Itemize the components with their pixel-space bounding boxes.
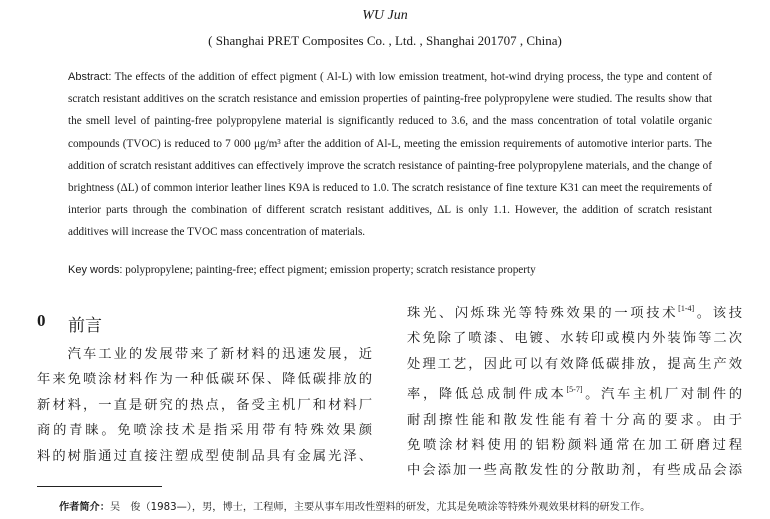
body-line: 处理工艺，因此可以有效降低碳排放，提高生产效 bbox=[407, 356, 742, 372]
keywords-text: polypropylene; painting-free; effect pigment; emission property; scratch resistance property bbox=[125, 264, 536, 276]
citation-ref: [5-7] bbox=[566, 385, 583, 395]
keywords bbox=[68, 264, 728, 276]
footnote-text: 吴 俊（1983—），男，博士，工程师，主要从事车用改性塑料的研发，尤其是免喷涂等特殊外观效果材料的研发工作。 bbox=[109, 502, 651, 513]
body-line: 免喷涂材料使用的铝粉颜料通常在加工研磨过程 bbox=[407, 438, 742, 454]
body-line bbox=[407, 296, 742, 326]
author-footnote bbox=[59, 498, 650, 513]
body-text: 珠光、闪烁珠光等特殊效果的一项技术 bbox=[407, 306, 679, 321]
body-text: 。该技 bbox=[694, 306, 743, 321]
body-line: 中会添加一些高散发性的分散助剂，有些成品会添 bbox=[407, 463, 742, 479]
section-number: 0 bbox=[37, 311, 46, 330]
citation-ref: [1-4] bbox=[678, 304, 695, 313]
body-line: 料的树脂通过直接注塑成型使制品具有金属光泽、 bbox=[37, 448, 372, 464]
body-text: 率，降低总成制件成本 bbox=[407, 387, 567, 403]
abstract-label: Abstract: bbox=[68, 71, 112, 83]
body-column-left bbox=[37, 342, 372, 469]
body-column-right bbox=[407, 296, 742, 484]
footnote-divider bbox=[37, 486, 162, 487]
body-line: 年来免喷涂材料作为一种低碳环保、降低碳排放的 bbox=[37, 372, 372, 388]
body-line: 耐刮擦性能和散发性能有着十分高的要求。由于 bbox=[407, 412, 742, 428]
body-line: 汽车工业的发展带来了新材料的迅速发展，近 bbox=[37, 347, 372, 362]
keywords-label: Key words: bbox=[68, 264, 123, 276]
footnote-label: 作者简介： bbox=[59, 502, 110, 513]
section-title: 前言 bbox=[68, 316, 102, 336]
body-line bbox=[407, 377, 742, 407]
body-line: 商的青睐。免喷涂技术是指采用带有特殊效果颜 bbox=[37, 423, 372, 439]
body-line: 术免除了喷漆、电镀、水转印或模内外装饰等二次 bbox=[407, 331, 742, 347]
author-affiliation: ( Shanghai PRET Composites Co. , Ltd. , Shanghai 201707 , China) bbox=[208, 33, 562, 48]
abstract-text: The effects of the addition of effect pigment ( Al-L) with low emission treatment, hot-wind drying process, the type and content of scratch resistant additives on the scratch resistance and emission properties of painting-free polypropylene were studied. The results show that the smell level of painting-free polypropylene material is significantly reduced to 3.6, and the mass concentration of total volatile organic compounds (TVOC) is reduced to 7 000 μg/m³ after the addition of Al-L, meeting the emission requirements of automotive interior parts. The addition of scratch resistant additives can effectively improve the scratch resistance of painting-free polypropylene materials, and the change of brightness (ΔL) of common interior leather lines K9A is reduced to 1.0. The scratch resistance of fine texture K31 can meet the requirements of interior parts through the combination of different scratch resistant additives, ΔL is only 1.1. However, the addition of scratch resistant additives will increase the TVOC mass concentration of materials. bbox=[68, 71, 712, 239]
body-line: 新材料，一直是研究的热点，备受主机厂和材料厂 bbox=[37, 397, 372, 413]
author-name: WU Jun bbox=[362, 8, 408, 23]
abstract bbox=[68, 66, 712, 244]
body-text: 。汽车主机厂对制件的 bbox=[582, 387, 742, 403]
